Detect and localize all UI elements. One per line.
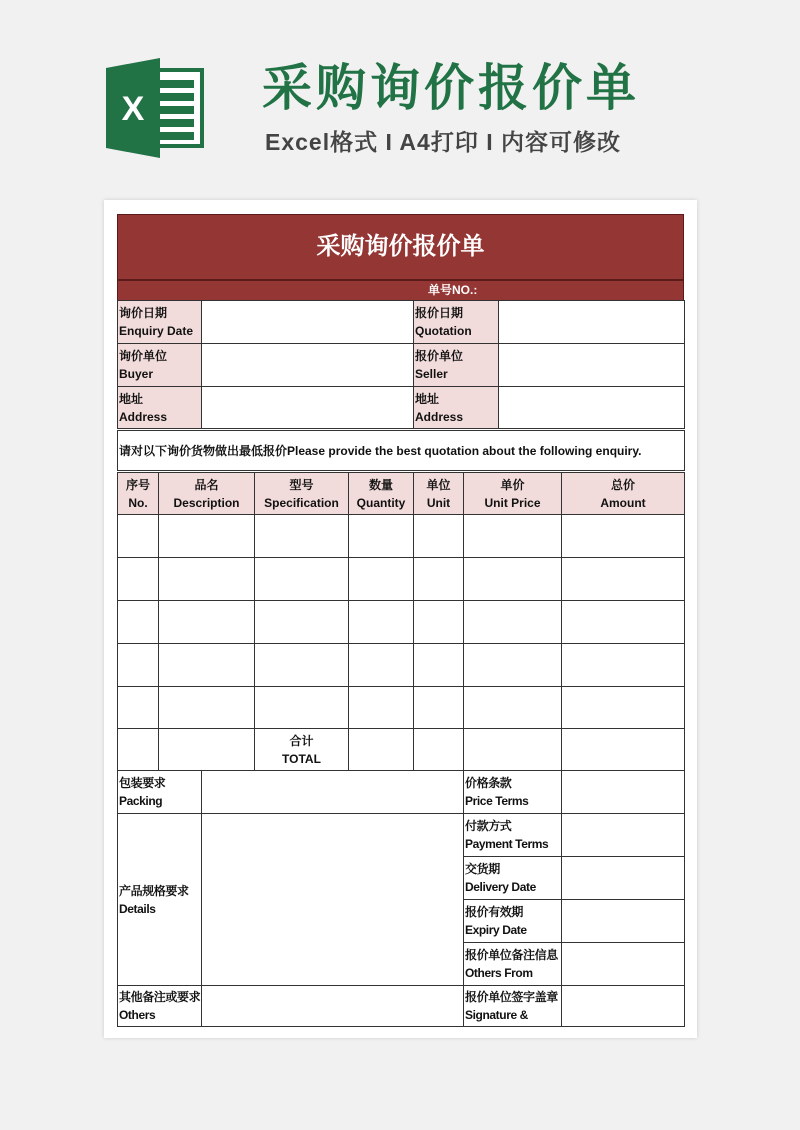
table-cell[interactable] xyxy=(254,557,349,601)
info-value-field[interactable] xyxy=(498,300,685,344)
info-label-text-1: 询价日期 xyxy=(119,306,168,320)
column-header-text-1: 单价 xyxy=(500,477,525,492)
info-value-field[interactable] xyxy=(201,386,414,429)
column-header-text-1: 型号 xyxy=(289,477,314,492)
term-label xyxy=(117,813,202,986)
column-header-text-2: No. xyxy=(128,495,148,510)
term-label-text-1: 报价有效期 xyxy=(465,905,524,919)
column-header-text-2: Amount xyxy=(600,495,646,510)
table-cell[interactable] xyxy=(348,686,414,729)
banner-subtitle: Excel格式 I A4打印 I 内容可修改 xyxy=(265,129,621,155)
table-cell[interactable] xyxy=(463,643,562,687)
table-cell[interactable] xyxy=(413,686,464,729)
table-cell[interactable] xyxy=(413,643,464,687)
table-cell[interactable] xyxy=(348,643,414,687)
term-label-text-2: Delivery Date xyxy=(465,880,536,894)
info-value-field[interactable] xyxy=(498,343,685,387)
info-label xyxy=(117,386,202,429)
term-value-field[interactable] xyxy=(561,942,685,986)
term-label xyxy=(117,985,202,1027)
column-header xyxy=(117,472,159,515)
term-value-field[interactable] xyxy=(561,985,685,1027)
term-label-text-1: 付款方式 xyxy=(465,819,512,833)
term-label-text-1: 包装要求 xyxy=(119,776,166,790)
notice-text xyxy=(117,430,685,471)
table-cell[interactable] xyxy=(561,686,685,729)
column-header xyxy=(158,472,255,515)
table-cell[interactable] xyxy=(254,600,349,644)
table-cell[interactable] xyxy=(348,600,414,644)
term-label-text-1: 报价单位签字盖章 xyxy=(465,990,558,1004)
term-label xyxy=(117,770,202,814)
info-label-text-2: Quotation xyxy=(415,324,472,338)
table-cell[interactable] xyxy=(117,643,159,687)
column-header xyxy=(463,472,562,515)
table-cell[interactable] xyxy=(561,557,685,601)
table-cell[interactable] xyxy=(413,600,464,644)
info-label-text-2: Enquiry Date xyxy=(119,324,194,338)
table-cell[interactable] xyxy=(254,643,349,687)
column-header-text-1: 数量 xyxy=(368,477,393,492)
column-header-text-2: Quantity xyxy=(356,495,406,510)
info-label xyxy=(117,343,202,387)
term-value-field[interactable] xyxy=(561,856,685,900)
term-label-text-2: Signature & xyxy=(465,1008,528,1022)
info-label-text-2: Address xyxy=(119,409,168,424)
table-cell[interactable] xyxy=(463,600,562,644)
column-header xyxy=(413,472,464,515)
table-cell[interactable] xyxy=(348,557,414,601)
total-label xyxy=(254,728,349,771)
total-label-text-1: 合计 xyxy=(289,733,314,748)
term-label xyxy=(463,770,562,814)
info-value-field[interactable] xyxy=(498,386,685,429)
table-cell[interactable] xyxy=(561,600,685,644)
svg-text:X: X xyxy=(121,90,145,128)
info-label-text-2: Address xyxy=(415,409,464,424)
column-header xyxy=(254,472,349,515)
form-title: 采购询价报价单 xyxy=(117,214,684,280)
info-value-field[interactable] xyxy=(201,343,414,387)
term-label-text-2: Price Terms xyxy=(465,794,529,808)
term-label-text-2: Others From xyxy=(465,966,533,980)
info-label-text-2: Buyer xyxy=(119,367,154,381)
term-value-field[interactable] xyxy=(561,770,685,814)
table-cell[interactable] xyxy=(158,728,255,771)
info-label-text-1: 地址 xyxy=(119,391,144,406)
info-label xyxy=(413,386,499,429)
table-cell[interactable] xyxy=(158,643,255,687)
term-label-text-2: Payment Terms xyxy=(465,837,549,851)
column-header xyxy=(348,472,414,515)
column-header-text-2: Description xyxy=(173,495,240,510)
table-cell[interactable] xyxy=(463,728,562,771)
info-label xyxy=(413,300,499,344)
term-label xyxy=(463,985,562,1027)
table-cell[interactable] xyxy=(158,557,255,601)
table-cell[interactable] xyxy=(463,557,562,601)
table-cell[interactable] xyxy=(254,514,349,558)
table-cell[interactable] xyxy=(413,557,464,601)
term-label xyxy=(463,942,562,986)
excel-logo-icon xyxy=(104,58,204,158)
column-header-text-1: 单位 xyxy=(426,477,451,492)
table-cell[interactable] xyxy=(117,728,159,771)
table-cell[interactable] xyxy=(254,686,349,729)
term-value-field[interactable] xyxy=(201,770,464,814)
term-label xyxy=(463,813,562,857)
info-label xyxy=(413,343,499,387)
table-cell[interactable] xyxy=(117,514,159,558)
term-value-field[interactable] xyxy=(561,899,685,943)
table-cell[interactable] xyxy=(413,514,464,558)
term-value-field[interactable] xyxy=(201,813,464,986)
column-header-text-2: Specification xyxy=(264,495,339,510)
total-label-text-2: TOTAL xyxy=(282,751,321,766)
table-cell[interactable] xyxy=(348,728,414,771)
term-label-text-1: 交货期 xyxy=(465,862,500,876)
info-label-text-1: 地址 xyxy=(415,391,440,406)
banner-title: 采购询价报价单 xyxy=(262,60,640,116)
column-header-text-1: 总价 xyxy=(610,477,635,492)
table-cell[interactable] xyxy=(348,514,414,558)
column-header-text-1: 品名 xyxy=(194,477,219,492)
term-value-field[interactable] xyxy=(561,813,685,857)
table-cell[interactable] xyxy=(158,686,255,729)
term-label-text-2: Others xyxy=(119,1008,156,1022)
term-label-text-1: 产品规格要求 xyxy=(119,883,189,898)
term-label xyxy=(463,899,562,943)
term-label-text-2: Packing xyxy=(119,794,163,808)
column-header-text-1: 序号 xyxy=(125,477,150,492)
column-header-text-2: Unit Price xyxy=(484,495,541,510)
number-label: 单号NO.: xyxy=(117,280,684,301)
table-cell[interactable] xyxy=(561,514,685,558)
notice-text-text-1: 请对以下询价货物做出最低报价Please provide the best quotation about the following enquiry. xyxy=(119,443,642,458)
column-header-text-2: Unit xyxy=(426,495,451,510)
term-label-text-1: 其他备注或要求 xyxy=(119,990,201,1004)
info-label-text-1: 询价单位 xyxy=(119,349,168,363)
info-label xyxy=(117,300,202,344)
term-label-text-1: 价格条款 xyxy=(465,776,512,790)
table-cell[interactable] xyxy=(463,686,562,729)
table-cell[interactable] xyxy=(158,600,255,644)
term-label-text-2: Expiry Date xyxy=(465,923,527,937)
term-value-field[interactable] xyxy=(201,985,464,1027)
info-value-field[interactable] xyxy=(201,300,414,344)
table-cell[interactable] xyxy=(463,514,562,558)
term-label-text-2: Details xyxy=(119,901,156,916)
column-header xyxy=(561,472,685,515)
term-label-text-1: 报价单位备注信息 xyxy=(465,948,558,962)
table-cell[interactable] xyxy=(561,643,685,687)
table-cell[interactable] xyxy=(117,557,159,601)
table-cell[interactable] xyxy=(117,600,159,644)
info-label-text-2: Seller xyxy=(415,367,448,381)
table-cell[interactable] xyxy=(413,728,464,771)
table-cell[interactable] xyxy=(561,728,685,771)
term-label xyxy=(463,856,562,900)
info-label-text-1: 报价日期 xyxy=(415,306,464,320)
table-cell[interactable] xyxy=(117,686,159,729)
table-cell[interactable] xyxy=(158,514,255,558)
info-label-text-1: 报价单位 xyxy=(415,349,464,363)
